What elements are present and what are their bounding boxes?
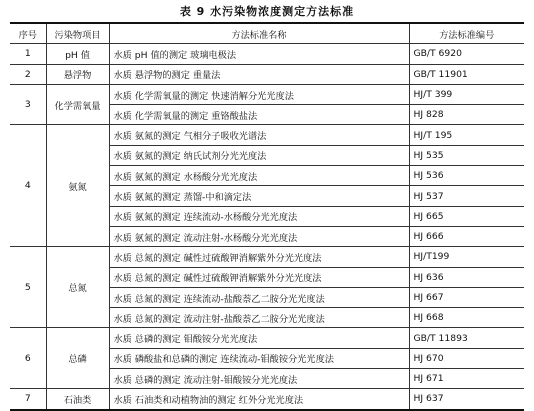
method-code: HJ/T199 [409,247,524,267]
method-code: HJ 636 [409,267,524,287]
table-row [10,125,524,145]
table-row [10,328,524,348]
header-no: 序号 [10,23,46,44]
method-name: 水质 总氮的测定 碱性过硫酸钾消解紫外分光光度法 [109,267,409,287]
pollutant-item: 悬浮物 [46,64,109,84]
method-name: 水质 化学需氧量的测定 快速消解分光光度法 [109,84,409,104]
method-name: 水质 悬浮物的测定 重量法 [109,64,409,84]
method-code: HJ/T 399 [409,84,524,104]
header-method-name: 方法标准名称 [109,23,409,44]
method-name: 水质 氨氮的测定 流动注射-水杨酸分光光度法 [109,226,409,246]
row-number: 3 [10,84,46,125]
method-name: 水质 氨氮的测定 水杨酸分光光度法 [109,166,409,186]
standards-table [10,22,524,411]
method-code: GB/T 6920 [409,44,524,64]
method-code: HJ 535 [409,145,524,165]
method-name: 水质 石油类和动植物油的测定 红外分光光度法 [109,389,409,410]
method-name: 水质 氨氮的测定 蒸馏-中和滴定法 [109,186,409,206]
method-code: HJ 537 [409,186,524,206]
row-number: 4 [10,125,46,247]
method-code: HJ/T 195 [409,125,524,145]
method-name: 水质 磷酸盐和总磷的测定 连续流动-钼酸铵分光光度法 [109,348,409,368]
method-code: HJ 670 [409,348,524,368]
method-name: 水质 总氮的测定 流动注射-盐酸萘乙二胺分光光度法 [109,308,409,328]
row-number: 6 [10,328,46,389]
header-method-code: 方法标准编号 [409,23,524,44]
row-number: 1 [10,44,46,64]
header-item: 污染物项目 [46,23,109,44]
row-number: 7 [10,389,46,410]
method-code: GB/T 11893 [409,328,524,348]
table-row [10,84,524,104]
pollutant-item: 氨氮 [46,125,109,247]
table-body [10,44,524,410]
table-row [10,64,524,84]
method-name: 水质 总磷的测定 钼酸铵分光光度法 [109,328,409,348]
row-number: 5 [10,247,46,328]
method-name: 水质 氨氮的测定 气相分子吸收光谱法 [109,125,409,145]
method-name: 水质 氨氮的测定 纳氏试剂分光光度法 [109,145,409,165]
method-code: HJ 665 [409,206,524,226]
pollutant-item: 石油类 [46,389,109,410]
method-code: HJ 828 [409,105,524,125]
method-name: 水质 总磷的测定 流动注射-钼酸铵分光光度法 [109,369,409,389]
method-code: HJ 666 [409,226,524,246]
method-name: 水质 总氮的测定 连续流动-盐酸萘乙二胺分光光度法 [109,287,409,307]
table-row [10,389,524,410]
pollutant-item: 总氮 [46,247,109,328]
method-code: HJ 671 [409,369,524,389]
header-row [10,23,524,44]
pollutant-item: 化学需氧量 [46,84,109,125]
method-code: HJ 536 [409,166,524,186]
method-name: 水质 总氮的测定 碱性过硫酸钾消解紫外分光光度法 [109,247,409,267]
method-name: 水质 pH 值的测定 玻璃电极法 [109,44,409,64]
method-name: 水质 化学需氧量的测定 重铬酸盐法 [109,105,409,125]
method-code: GB/T 11901 [409,64,524,84]
pollutant-item: pH 值 [46,44,109,64]
table-row [10,247,524,267]
method-name: 水质 氨氮的测定 连续流动-水杨酸分光光度法 [109,206,409,226]
row-number: 2 [10,64,46,84]
method-code: HJ 637 [409,389,524,410]
method-code: HJ 667 [409,287,524,307]
table-title: 表 9 水污染物浓度测定方法标准 [179,5,355,18]
table-row [10,44,524,64]
method-code: HJ 668 [409,308,524,328]
pollutant-item: 总磷 [46,328,109,389]
